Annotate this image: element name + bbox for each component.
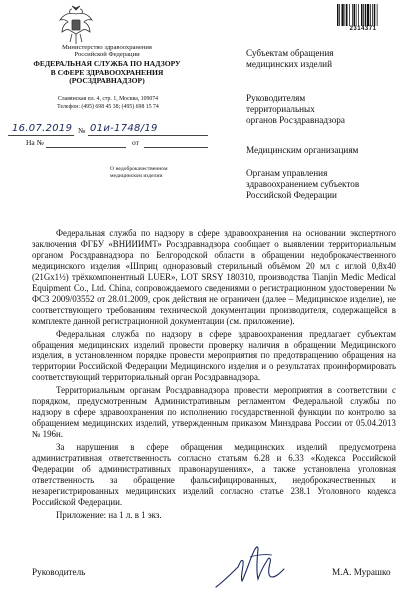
subject-line: медицинском изделии (110, 172, 163, 179)
ministry-name (12, 44, 202, 59)
ot-underline (144, 147, 208, 148)
body-paragraph: Федеральная служба по надзору в сфере здравоохранения предлагает субъектам обращения медицинских изделий провести проверку наличия в обращении Медицинского изделия, в установленном порядке провести мероприятия по предотвращению обращения на территории Российской Федерации Медицинского изделия и о результатах проинформировать соответствующий территориальный орган Росздравнадзора. (32, 328, 396, 383)
barcode-number: 2314371 (349, 26, 377, 32)
letter-subject (110, 166, 230, 180)
na-underline (46, 147, 126, 148)
na-label: На № (26, 138, 44, 147)
attachment-note: Приложение: на 1 л. в 1 экз. (56, 509, 162, 520)
date-underline (8, 135, 74, 136)
recipient-line: Субъектам обращения (246, 48, 334, 58)
date-number-field: 16.07.2019 № 01и-1748/19 (8, 123, 208, 137)
ministry-line: Министерство здравоохранения (62, 44, 152, 51)
coat-of-arms-emblem-icon (56, 4, 96, 46)
body-paragraph: Федеральная служба по надзору в сфере здравоохранения на основании экспертного заключения ФГБУ «ВНИИИМТ» Росздравнадзора сообщает о выявлении территориальным органом Росздравнадзора по Белгородской области в обращении недоброкачественного медицинского изделия «Шприц одноразовый стерильный объёмом 20 мл с иглой 0,8х40 (21Gх1½) трёхкомпонентный LUER», LOT SRSY 180310, производства Tianjin Medic Medical Equipment Co., Ltd. China, сопровождаемого сведениями о регистрационном удостоверении № ФСЗ 2009/03552 от 28.01.2009, срок действия не ограничен (далее – Медицинское изделие), не соответствующего требованиям технической документации производителя, содержащейся в комплекте данной регистрационной документации (см. приложение). (32, 228, 396, 326)
recipient-line: территориальных (246, 104, 315, 115)
recipient-block (246, 93, 406, 126)
recipient-line: медицинских изделий (246, 59, 333, 70)
body-paragraph: За нарушения в сфере обращения медицинских изделий предусмотрена административная ответственность согласно статьям 6.28 и 6.33 «Кодекса Российской Федерации об административных правонарушениях», а также установлена уголовная ответственность за обращение фальсифицированных, недоброкачественных и незарегистрированных медицинских изделий согласно статье 238.1 Уголовного кодекса Российской Федерации. (32, 442, 396, 507)
recipient-line: органов Росздравнадзора (246, 115, 345, 126)
ministry-line: Российской Федерации (74, 51, 140, 59)
recipient-line: Руководителям (246, 93, 306, 103)
recipient-line: Органам управления (246, 168, 328, 178)
address-line: Славянская пл. 4, стр. 1, Москва, 109074 (57, 96, 159, 102)
service-name (12, 60, 202, 86)
address-block (18, 96, 198, 111)
service-line: ФЕДЕРАЛЬНАЯ СЛУЖБА ПО НАДЗОРУ (33, 59, 181, 68)
recipient-line: Российской Федерации (246, 190, 337, 201)
recipient-block (246, 145, 406, 156)
barcode-icon (336, 4, 390, 26)
handwritten-date: 16.07.2019 (12, 123, 73, 134)
signatory-name: М.А. Мурашко (332, 567, 391, 577)
phone-line: Телефон: (495) 698 45 38; (495) 698 15 74 (57, 103, 159, 110)
reference-field (8, 138, 208, 150)
subject-line: О недоброкачественном (110, 166, 168, 172)
body-paragraph: Территориальным органам Росздравнадзора провести мероприятия в соответствии с порядком, предусмотренным Административным регламентом Федеральной службы по надзору в сфере здравоохранения по исполнению государственной функции по контролю за обращением медицинских изделий, утвержденным приказом Минздрава России от 05.04.2013 № 196н. (32, 385, 396, 440)
signatory-title: Руководитель (32, 567, 86, 577)
recipient-line: здравоохранением субъектов (246, 179, 360, 190)
recipient-block (246, 168, 406, 201)
service-line: (РОСЗДРАВНАДЗОР) (69, 76, 145, 85)
letter-body (32, 228, 396, 523)
recipient-line: Медицинским организациям (246, 145, 359, 155)
handwritten-signature-icon (210, 537, 290, 593)
ot-label: от (132, 138, 139, 147)
recipient-block (246, 48, 406, 70)
handwritten-number: 01и-1748/19 (90, 123, 158, 134)
service-line: В СФЕРЕ ЗДРАВООХРАНЕНИЯ (50, 67, 164, 77)
number-underline (88, 135, 208, 136)
